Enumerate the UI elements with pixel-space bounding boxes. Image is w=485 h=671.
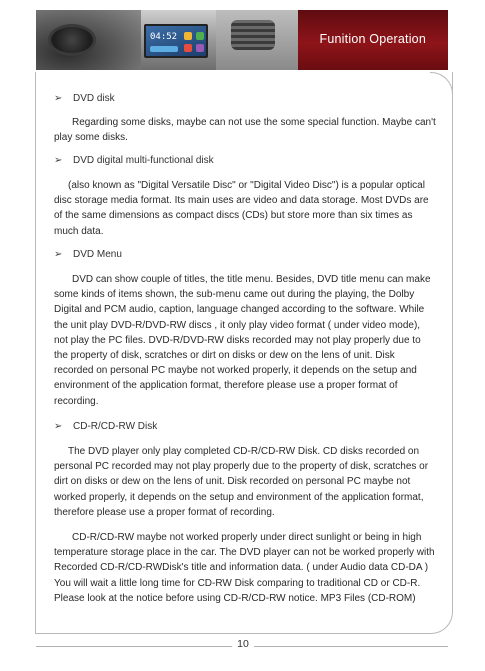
- header-banner: [36, 10, 448, 70]
- paragraph: [54, 530, 436, 606]
- app-tile-icon: [184, 44, 192, 52]
- paragraph: [54, 272, 436, 409]
- section-heading-label: CD-R/CD-RW Disk: [73, 421, 158, 432]
- paragraph-text: DVD can show couple of titles, the title menu. Besides, DVD title menu can make some kinds of items shown, the sub-menu came out during the playing, the Dolby Digital and PCM audio, caption, language changed according to the software. While the unit play DVD-R/DVD-RW discs , it only play video format ( under video mode), not play the PC files. DVD-R/DVD-RW disks recorded may not play properly due to the property of disk, scratches or dirt on disks or dew on the lens of unit. Disk recorded on personal PC maybe not worked properly, it depends on the setup and environment of the application format, therefore please use a proper format of recording.: [54, 274, 431, 407]
- app-tile-icon: [150, 46, 178, 52]
- section-heading-label: DVD Menu: [73, 249, 122, 260]
- arrow-bullet-icon: ➢: [54, 155, 63, 166]
- head-unit-screen: [144, 24, 208, 58]
- app-tile-icon: [184, 32, 192, 40]
- section-heading-label: DVD digital multi-functional disk: [73, 155, 214, 166]
- paragraph-text: The DVD player only play completed CD-R/CD-RW Disk. CD disks recorded on personal PC recorded may not play properly due to the property of disk, scratches or dirt on disks or dew on the lens of unit. Disk recorded on personal PC maybe not worked properly, it depends on the setup and environment of the application format, therefore please use a proper format of recording.: [54, 446, 429, 518]
- paragraph: [54, 178, 436, 239]
- paragraph: [54, 444, 436, 520]
- arrow-bullet-icon: ➢: [54, 93, 63, 104]
- paragraph: [54, 115, 436, 145]
- page-footer: [36, 637, 448, 657]
- section-heading: [54, 155, 214, 166]
- section-heading: [54, 249, 122, 260]
- air-vent-icon: [231, 20, 275, 50]
- air-vent-icon: [48, 24, 96, 56]
- app-tile-icon: [196, 32, 204, 40]
- paragraph-text: (also known as "Digital Versatile Disc" or "Digital Video Disc") is a popular optical disc storage media format. Its main uses are video and data storage. Most DVDs are of the same dimensions as compact discs (CDs) but store more than six times as much data.: [54, 180, 429, 237]
- screen-clock: 04:52: [150, 32, 178, 42]
- section-heading-label: DVD disk: [73, 93, 115, 104]
- section-heading: [54, 421, 157, 432]
- arrow-bullet-icon: ➢: [54, 421, 63, 432]
- arrow-bullet-icon: ➢: [54, 249, 63, 260]
- page-number: 10: [232, 638, 254, 650]
- title-band: [298, 10, 448, 70]
- section-heading: [54, 93, 115, 104]
- paragraph-text: Regarding some disks, maybe can not use the some special function. Maybe can't play some disks.: [54, 117, 436, 144]
- paragraph-text: CD-R/CD-RW maybe not worked properly under direct sunlight or being in high temperature storage place in the car. The DVD player can not be worked properly with Recorded CD-R/CD-RWDisk's title and information data. ( under Audio data CD-DA ) You will wait a little long time for CD-RW Disk comparing to traditional CD or CD-R. Please look at the notice before using CD-R/CD-RW notice. MP3 Files (CD-ROM): [54, 532, 435, 604]
- page-title: Funition Operation: [319, 32, 426, 46]
- app-tile-icon: [196, 44, 204, 52]
